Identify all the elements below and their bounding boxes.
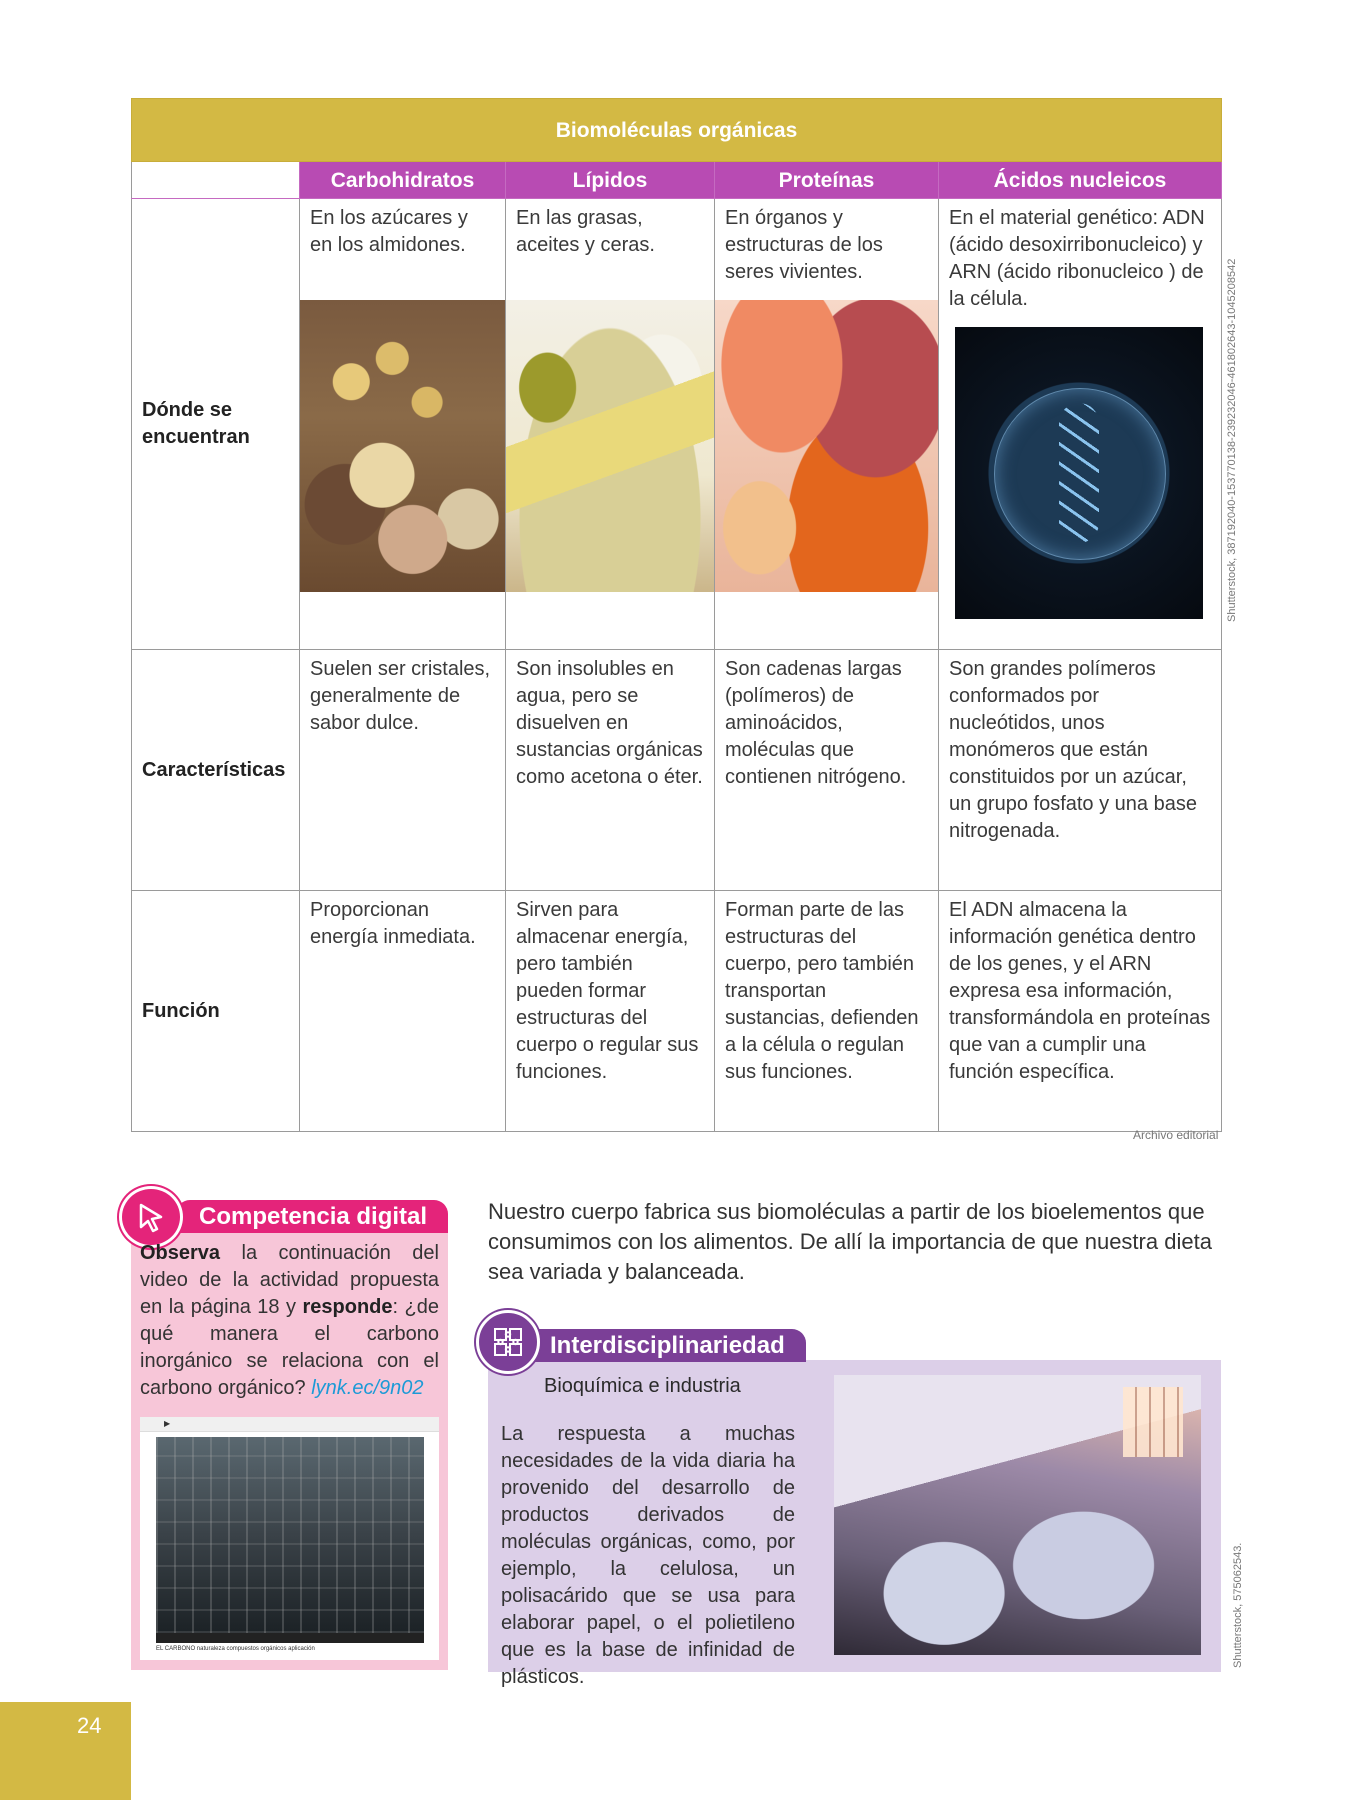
column-header: Ácidos nucleicos: [939, 162, 1222, 199]
table-cell: [939, 199, 1222, 650]
row-label: Características: [132, 650, 300, 891]
table-cell: Sirven para almacenar energía, pero también pueden formar estructuras del cuerpo o regular sus funciones.: [506, 891, 715, 1132]
table-cell: El ADN almacena la información genética dentro de los genes, y el ARN expresa esa información, transformándola en proteínas que van a cumplir una función específica.: [939, 891, 1222, 1132]
interdisciplinariedad-subtitle: Bioquímica e industria: [544, 1375, 741, 1397]
table-title: Biomoléculas orgánicas: [132, 99, 1222, 162]
cell-text: En el material genético: ADN (ácido desoxirribonucleico) y ARN (ácido ribonucleico ) de la célula.: [949, 207, 1205, 310]
responde-word: responde: [302, 1296, 393, 1318]
header-blank: [132, 162, 300, 199]
dna-photo: [955, 327, 1203, 619]
interdisciplinariedad-text: La respuesta a muchas necesidades de la vida diaria ha provenido del desarrollo de productos derivados de moléculas orgánicas, como, por ejemplo, la celulosa, un polisacárido que se usa para elaborar papel, o el polietileno que es la base de infinidad de plásticos.: [501, 1423, 795, 1688]
lipids-photo: [506, 300, 714, 592]
paper-industry-photo: [834, 1375, 1201, 1655]
video-caption: EL CARBONO naturaleza compuestos orgánicos aplicación: [156, 1646, 315, 1652]
table-cell: Suelen ser cristales, generalmente de sabor dulce.: [300, 650, 506, 891]
biomoleculas-table: [131, 98, 1222, 1132]
video-frame: [156, 1437, 424, 1633]
table-cell: Son grandes polímeros conformados por nucleótidos, unos monómeros que están constituidos por un azúcar, un grupo fosfato y una base nitrogenada.: [939, 650, 1222, 891]
source-note: Archivo editorial: [1133, 1128, 1219, 1142]
competencia-text-part: la continuación del video de la actividad propuesta en la página 18 y: [140, 1242, 439, 1318]
interdisciplinariedad-title: Interdisciplinariedad: [550, 1332, 785, 1359]
carbohydrates-photo: [300, 300, 505, 592]
video-controls: [156, 1633, 424, 1643]
competencia-text: [140, 1240, 439, 1402]
cursor-icon: [119, 1186, 183, 1248]
interdisciplinariedad-image-credit: Shutterstock, 575062543.: [1232, 1542, 1244, 1668]
table-cell: Proporcionan energía inmediata.: [300, 891, 506, 1132]
cell-text: En los azúcares y en los almidones.: [310, 207, 468, 256]
video-link[interactable]: lynk.ec/9n02: [311, 1377, 424, 1399]
column-header: Carbohidratos: [300, 162, 506, 199]
proteins-photo: [715, 300, 938, 592]
table-cell: Son cadenas largas (polímeros) de aminoácidos, moléculas que contienen nitrógeno.: [715, 650, 939, 891]
youtube-logo-icon: ▶: [164, 1419, 171, 1428]
competencia-text-part: : ¿de qué manera el carbono inorgánico se relaciona con el carbono orgánico?: [140, 1296, 440, 1399]
column-header: Proteínas: [715, 162, 939, 199]
cell-text: En órganos y estructuras de los seres vivientes.: [725, 207, 883, 283]
table-image-credit: Shutterstock, 387192040-153770138-239232046-461802643-1045208542: [1226, 258, 1238, 622]
cell-text: En las grasas, aceites y ceras.: [516, 207, 655, 256]
page-number-box: [0, 1702, 131, 1800]
row-label: Dónde se encuentran: [132, 199, 300, 650]
page-number: 24: [77, 1713, 102, 1738]
column-header: Lípidos: [506, 162, 715, 199]
puzzle-icon: [476, 1310, 540, 1374]
competencia-title: Competencia digital: [199, 1203, 428, 1230]
table-cell: [506, 199, 715, 650]
main-paragraph: Nuestro cuerpo fabrica sus biomoléculas a partir de los bioelementos que consumimos con los alimentos. De allí la importancia de que nuestra dieta sea variada y balanceada.: [488, 1199, 1212, 1284]
row-label: Función: [132, 891, 300, 1132]
table-cell: Son insolubles en agua, pero se disuelven en sustancias orgánicas como acetona o éter.: [506, 650, 715, 891]
table-cell: [715, 199, 939, 650]
table-cell: [300, 199, 506, 650]
video-thumbnail[interactable]: [140, 1417, 439, 1660]
observa-word: Observa: [140, 1242, 221, 1264]
table-cell: Forman parte de las estructuras del cuerpo, pero también transportan sustancias, defienden a la célula o regulan sus funciones.: [715, 891, 939, 1132]
